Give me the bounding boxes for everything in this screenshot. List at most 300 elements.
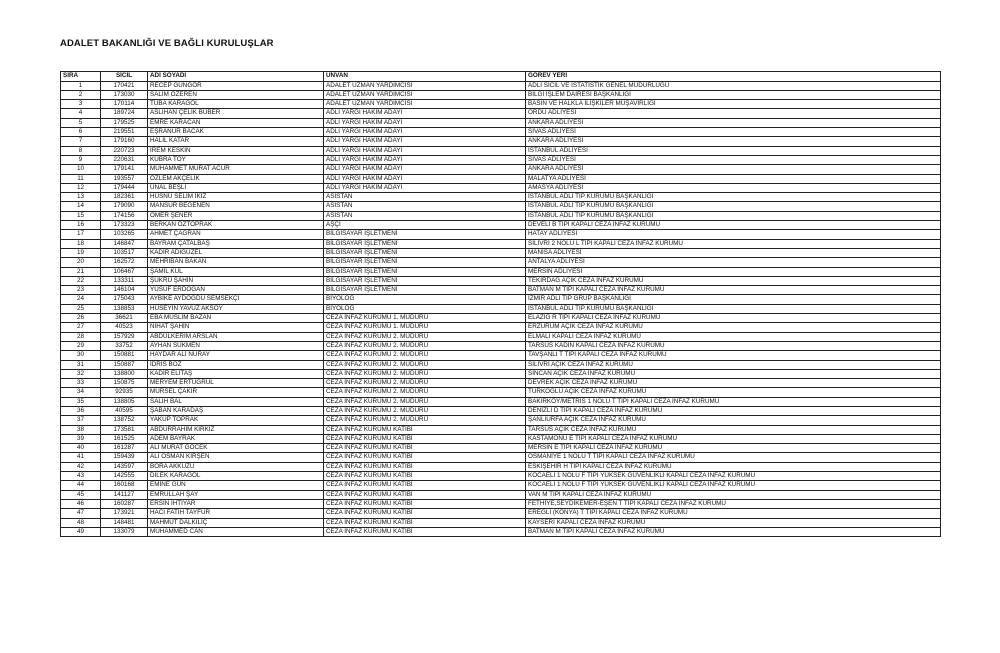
cell-unvan: ASİSTAN: [324, 202, 526, 211]
cell-sira: 34: [61, 388, 101, 397]
cell-adi-soyadi: MUHAMMED CAN: [148, 527, 324, 536]
cell-sira: 33: [61, 379, 101, 388]
cell-adi-soyadi: MAHMUT DALKILIÇ: [148, 518, 324, 527]
cell-unvan: CEZA İNFAZ KURUMU KATİBİ: [324, 518, 526, 527]
cell-sicil: 138853: [101, 304, 148, 313]
table-row: [61, 416, 941, 425]
cell-unvan: ADLİ YARGI HAKİM ADAYI: [324, 146, 526, 155]
table-row: [61, 174, 941, 183]
cell-sicil: 138752: [101, 416, 148, 425]
cell-sicil: 179141: [101, 165, 148, 174]
cell-sira: 21: [61, 267, 101, 276]
table-row: [61, 109, 941, 118]
cell-gorev-yeri: KAYSERİ KAPALI CEZA İNFAZ KURUMU: [526, 518, 941, 527]
table-row: [61, 490, 941, 499]
table-row: [61, 360, 941, 369]
cell-sira: 36: [61, 406, 101, 415]
table-row: [61, 434, 941, 443]
cell-gorev-yeri: TEKİRDAĞ AÇIK CEZA İNFAZ KURUMU: [526, 276, 941, 285]
cell-unvan: BİLGİSAYAR İŞLETMENİ: [324, 267, 526, 276]
cell-sicil: 159439: [101, 453, 148, 462]
cell-adi-soyadi: MANSUR BEĞENEN: [148, 202, 324, 211]
cell-unvan: ADLİ YARGI HAKİM ADAYI: [324, 183, 526, 192]
table-row: [61, 397, 941, 406]
cell-gorev-yeri: SİVAS ADLİYESİ: [526, 128, 941, 137]
table-row: [61, 444, 941, 453]
cell-unvan: ADLİ YARGI HAKİM ADAYI: [324, 174, 526, 183]
cell-adi-soyadi: EŞRANUR BACAK: [148, 128, 324, 137]
cell-adi-soyadi: RECEP GÜNGÖR: [148, 81, 324, 90]
cell-adi-soyadi: BERKAN ÖZTOPRAK: [148, 221, 324, 230]
cell-unvan: BİYOLOG: [324, 295, 526, 304]
cell-sira: 31: [61, 360, 101, 369]
cell-sicil: 179090: [101, 202, 148, 211]
cell-adi-soyadi: MUHAMMET MURAT ACUR: [148, 165, 324, 174]
cell-unvan: CEZA İNFAZ KURUMU 2. MÜDÜRÜ: [324, 332, 526, 341]
cell-gorev-yeri: İSTANBUL ADLİYESİ: [526, 146, 941, 155]
cell-adi-soyadi: DİLEK KARAGÖL: [148, 472, 324, 481]
cell-sicil: 142555: [101, 472, 148, 481]
cell-adi-soyadi: İREM KESKİN: [148, 146, 324, 155]
cell-sira: 41: [61, 453, 101, 462]
table-row: [61, 276, 941, 285]
cell-adi-soyadi: ASLIHAN ÇELİK BÜBER: [148, 109, 324, 118]
cell-adi-soyadi: ŞÜKRÜ ŞAHİN: [148, 276, 324, 285]
cell-unvan: ADLİ YARGI HAKİM ADAYI: [324, 128, 526, 137]
table-row: [61, 351, 941, 360]
table-row: [61, 499, 941, 508]
table-row: [61, 425, 941, 434]
cell-adi-soyadi: KÜBRA TOY: [148, 155, 324, 164]
cell-gorev-yeri: KASTAMONU E TİPİ KAPALI CEZA İNFAZ KURUMU: [526, 434, 941, 443]
table-row: [61, 90, 941, 99]
table-row: [61, 527, 941, 536]
cell-gorev-yeri: TARSUS KADIN KAPALI CEZA İNFAZ KURUMU: [526, 341, 941, 350]
cell-gorev-yeri: OSMANİYE 1 NOLU T TİPİ KAPALI CEZA İNFAZ KURUMU: [526, 453, 941, 462]
cell-sicil: 160287: [101, 499, 148, 508]
cell-sira: 25: [61, 304, 101, 313]
cell-sicil: 146847: [101, 239, 148, 248]
cell-adi-soyadi: HALİL KATAR: [148, 137, 324, 146]
cell-sicil: 146104: [101, 286, 148, 295]
cell-unvan: BİLGİSAYAR İŞLETMENİ: [324, 248, 526, 257]
cell-gorev-yeri: HATAY ADLİYESİ: [526, 230, 941, 239]
cell-sira: 46: [61, 499, 101, 508]
cell-gorev-yeri: ANTALYA ADLİYESİ: [526, 258, 941, 267]
cell-sira: 5: [61, 118, 101, 127]
cell-unvan: BİLGİSAYAR İŞLETMENİ: [324, 276, 526, 285]
cell-sira: 17: [61, 230, 101, 239]
cell-sira: 18: [61, 239, 101, 248]
table-row: [61, 211, 941, 220]
cell-unvan: CEZA İNFAZ KURUMU KATİBİ: [324, 462, 526, 471]
cell-sira: 1: [61, 81, 101, 90]
cell-gorev-yeri: VAN M TİPİ KAPALI CEZA İNFAZ KURUMU: [526, 490, 941, 499]
table-row: [61, 286, 941, 295]
cell-sira: 32: [61, 369, 101, 378]
cell-sicil: 148481: [101, 518, 148, 527]
cell-sicil: 133311: [101, 276, 148, 285]
cell-gorev-yeri: TAVŞANLI T TİPİ KAPALI CEZA İNFAZ KURUMU: [526, 351, 941, 360]
cell-adi-soyadi: ALİ MURAT GÖCEK: [148, 444, 324, 453]
cell-adi-soyadi: BORA AKKUZU: [148, 462, 324, 471]
cell-gorev-yeri: MERSİN ADLİYESİ: [526, 267, 941, 276]
cell-sicil: 141127: [101, 490, 148, 499]
cell-sira: 43: [61, 472, 101, 481]
cell-gorev-yeri: ŞANLIURFA AÇIK CEZA İNFAZ KURUMU: [526, 416, 941, 425]
cell-sira: 42: [61, 462, 101, 471]
cell-adi-soyadi: İDRİS BOZ: [148, 360, 324, 369]
cell-sira: 24: [61, 295, 101, 304]
table-row: [61, 137, 941, 146]
cell-unvan: CEZA İNFAZ KURUMU 2. MÜDÜRÜ: [324, 369, 526, 378]
table-row: [61, 81, 941, 90]
cell-sicil: 138800: [101, 369, 148, 378]
document-title: ADALET BAKANLIĞI VE BAĞLI KURULUŞLAR: [60, 38, 274, 49]
table-body: [61, 81, 941, 537]
cell-unvan: ADALET UZMAN YARDIMCISI: [324, 90, 526, 99]
header-gorev-yeri: GÖREV YERİ: [526, 72, 941, 82]
table-row: [61, 128, 941, 137]
cell-sicil: 143597: [101, 462, 148, 471]
cell-sicil: 170114: [101, 100, 148, 109]
header-adi-soyadi: ADI SOYADI: [148, 72, 324, 82]
cell-gorev-yeri: MERSİN E TİPİ KAPALI CEZA İNFAZ KURUMU: [526, 444, 941, 453]
cell-gorev-yeri: BATMAN M TİPİ KAPALI CEZA İNFAZ KURUMU: [526, 527, 941, 536]
cell-unvan: CEZA İNFAZ KURUMU KATİBİ: [324, 472, 526, 481]
cell-sicil: 106467: [101, 267, 148, 276]
cell-unvan: CEZA İNFAZ KURUMU 1. MÜDÜRÜ: [324, 314, 526, 323]
cell-sicil: 220631: [101, 155, 148, 164]
cell-sicil: 157929: [101, 332, 148, 341]
table-row: [61, 472, 941, 481]
cell-sira: 2: [61, 90, 101, 99]
cell-gorev-yeri: KOCAELİ 1 NOLU F TİPİ YÜKSEK GÜVENLİKLİ KAPALI CEZA İNFAZ KURUMU: [526, 481, 941, 490]
cell-unvan: CEZA İNFAZ KURUMU 2. MÜDÜRÜ: [324, 341, 526, 350]
cell-adi-soyadi: ABDURRAHİM KIRKIZ: [148, 425, 324, 434]
header-unvan: UNVAN: [324, 72, 526, 82]
cell-sicil: 162572: [101, 258, 148, 267]
cell-sicil: 133079: [101, 527, 148, 536]
cell-gorev-yeri: EREĞLİ (KONYA) T TİPİ KAPALI CEZA İNFAZ KURUMU: [526, 509, 941, 518]
table-row: [61, 155, 941, 164]
cell-adi-soyadi: ERSİN İHTİYAR: [148, 499, 324, 508]
cell-adi-soyadi: YAKUP TOPRAK: [148, 416, 324, 425]
cell-gorev-yeri: DEVELİ B TİPİ KAPALI CEZA İNFAZ KURUMU: [526, 221, 941, 230]
cell-adi-soyadi: EMRULLAH ŞAY: [148, 490, 324, 499]
cell-unvan: CEZA İNFAZ KURUMU KATİBİ: [324, 499, 526, 508]
cell-sira: 19: [61, 248, 101, 257]
cell-unvan: BİLGİSAYAR İŞLETMENİ: [324, 258, 526, 267]
cell-unvan: CEZA İNFAZ KURUMU KATİBİ: [324, 490, 526, 499]
table-row: [61, 165, 941, 174]
cell-sicil: 33752: [101, 341, 148, 350]
cell-gorev-yeri: BİLGİ İŞLEM DAİRESİ BAŞKANLIĞI: [526, 90, 941, 99]
cell-adi-soyadi: AHMET ÇAĞRAN: [148, 230, 324, 239]
table-row: [61, 388, 941, 397]
cell-gorev-yeri: İSTANBUL ADLİ TIP KURUMU BAŞKANLIĞI: [526, 193, 941, 202]
cell-gorev-yeri: BATMAN M TİPİ KAPALI CEZA İNFAZ KURUMU: [526, 286, 941, 295]
cell-gorev-yeri: KOCAELİ 1 NOLU F TİPİ YÜKSEK GÜVENLİKLİ KAPALI CEZA İNFAZ KURUMU: [526, 472, 941, 481]
cell-gorev-yeri: ANKARA ADLİYESİ: [526, 118, 941, 127]
cell-sicil: 179160: [101, 137, 148, 146]
cell-adi-soyadi: ŞABAN KARADAŞ: [148, 406, 324, 415]
cell-adi-soyadi: YUSUF ERDOĞAN: [148, 286, 324, 295]
table-row: [61, 314, 941, 323]
cell-sira: 44: [61, 481, 101, 490]
table-row: [61, 332, 941, 341]
cell-gorev-yeri: SİNCAN AÇIK CEZA İNFAZ KURUMU: [526, 369, 941, 378]
cell-sira: 22: [61, 276, 101, 285]
cell-sicil: 160168: [101, 481, 148, 490]
cell-sicil: 40595: [101, 406, 148, 415]
cell-unvan: ADLİ YARGI HAKİM ADAYI: [324, 155, 526, 164]
table-row: [61, 230, 941, 239]
cell-sira: 49: [61, 527, 101, 536]
header-sira: SIRA: [61, 72, 101, 82]
cell-adi-soyadi: HAYDAR ALİ NURAY: [148, 351, 324, 360]
table-row: [61, 369, 941, 378]
cell-unvan: ADALET UZMAN YARDIMCISI: [324, 81, 526, 90]
cell-sira: 39: [61, 434, 101, 443]
cell-sira: 47: [61, 509, 101, 518]
cell-sicil: 173323: [101, 221, 148, 230]
cell-sira: 9: [61, 155, 101, 164]
cell-gorev-yeri: ESKİŞEHİR H TİPİ KAPALI CEZA İNFAZ KURUMU: [526, 462, 941, 471]
cell-sira: 6: [61, 128, 101, 137]
cell-sicil: 179444: [101, 183, 148, 192]
cell-unvan: ADALET UZMAN YARDIMCISI: [324, 100, 526, 109]
cell-sicil: 193557: [101, 174, 148, 183]
cell-unvan: ASİSTAN: [324, 211, 526, 220]
cell-adi-soyadi: ADEM BAYRAK: [148, 434, 324, 443]
table-row: [61, 453, 941, 462]
cell-sicil: 220723: [101, 146, 148, 155]
cell-gorev-yeri: BASIN VE HALKLA İLİŞKİLER MÜŞAVİRLİĞİ: [526, 100, 941, 109]
table-row: [61, 406, 941, 415]
cell-adi-soyadi: AYHAN SÜKMEN: [148, 341, 324, 350]
cell-sira: 40: [61, 444, 101, 453]
cell-unvan: ADLİ YARGI HAKİM ADAYI: [324, 118, 526, 127]
table-row: [61, 248, 941, 257]
cell-unvan: CEZA İNFAZ KURUMU 2. MÜDÜRÜ: [324, 360, 526, 369]
cell-sira: 29: [61, 341, 101, 350]
cell-sicil: 173921: [101, 509, 148, 518]
personnel-table: [60, 71, 941, 537]
table-row: [61, 518, 941, 527]
cell-sicil: 150881: [101, 351, 148, 360]
cell-unvan: BİLGİSAYAR İŞLETMENİ: [324, 239, 526, 248]
cell-sira: 3: [61, 100, 101, 109]
table-row: [61, 462, 941, 471]
cell-adi-soyadi: BAYRAM ÇATALBAŞ: [148, 239, 324, 248]
cell-sira: 11: [61, 174, 101, 183]
table-row: [61, 509, 941, 518]
cell-unvan: ADLİ YARGI HAKİM ADAYI: [324, 165, 526, 174]
table-row: [61, 239, 941, 248]
cell-unvan: CEZA İNFAZ KURUMU KATİBİ: [324, 434, 526, 443]
table-row: [61, 193, 941, 202]
cell-gorev-yeri: ANKARA ADLİYESİ: [526, 137, 941, 146]
cell-sicil: 103517: [101, 248, 148, 257]
cell-adi-soyadi: SALİM ÖZEREN: [148, 90, 324, 99]
cell-sira: 14: [61, 202, 101, 211]
cell-gorev-yeri: DENİZLİ D TİPİ KAPALI CEZA İNFAZ KURUMU: [526, 406, 941, 415]
cell-sira: 48: [61, 518, 101, 527]
cell-gorev-yeri: AMASYA ADLİYESİ: [526, 183, 941, 192]
cell-sira: 10: [61, 165, 101, 174]
cell-unvan: CEZA İNFAZ KURUMU 2. MÜDÜRÜ: [324, 351, 526, 360]
cell-sira: 20: [61, 258, 101, 267]
cell-gorev-yeri: MANİSA ADLİYESİ: [526, 248, 941, 257]
cell-gorev-yeri: DEVREK AÇIK CEZA İNFAZ KURUMU: [526, 379, 941, 388]
cell-sira: 45: [61, 490, 101, 499]
cell-adi-soyadi: EBA MÜSLİM BAZAN: [148, 314, 324, 323]
cell-gorev-yeri: SİVAS ADLİYESİ: [526, 155, 941, 164]
cell-adi-soyadi: KADİR ELİTAŞ: [148, 369, 324, 378]
table-row: [61, 379, 941, 388]
cell-adi-soyadi: ÖMER ŞENER: [148, 211, 324, 220]
cell-gorev-yeri: FETHİYE,SEYDİKEMER-EŞEN T TİPİ KAPALI CEZA İNFAZ KURUMU: [526, 499, 941, 508]
cell-adi-soyadi: MEHRİBAN BAKAN: [148, 258, 324, 267]
cell-sira: 16: [61, 221, 101, 230]
cell-gorev-yeri: ADLİ SİCİL VE İSTATİSTİK GENEL MÜDÜRLÜĞÜ: [526, 81, 941, 90]
cell-unvan: BİLGİSAYAR İŞLETMENİ: [324, 286, 526, 295]
cell-unvan: BİYOLOG: [324, 304, 526, 313]
cell-sira: 27: [61, 323, 101, 332]
table-row: [61, 295, 941, 304]
cell-unvan: CEZA İNFAZ KURUMU 2. MÜDÜRÜ: [324, 416, 526, 425]
cell-unvan: ADLİ YARGI HAKİM ADAYI: [324, 109, 526, 118]
cell-sira: 23: [61, 286, 101, 295]
cell-unvan: CEZA İNFAZ KURUMU KATİBİ: [324, 453, 526, 462]
cell-sira: 8: [61, 146, 101, 155]
cell-sicil: 161287: [101, 444, 148, 453]
cell-sicil: 161525: [101, 434, 148, 443]
cell-adi-soyadi: HÜSEYİN YAVUZ AKSOY: [148, 304, 324, 313]
cell-sicil: 138805: [101, 397, 148, 406]
cell-sira: 35: [61, 397, 101, 406]
cell-sicil: 173030: [101, 90, 148, 99]
table-row: [61, 341, 941, 350]
cell-adi-soyadi: MÜRSEL ÇAKIR: [148, 388, 324, 397]
cell-unvan: AŞÇI: [324, 221, 526, 230]
cell-sicil: 36621: [101, 314, 148, 323]
cell-sicil: 150887: [101, 360, 148, 369]
cell-adi-soyadi: ABDÜLKERİM ARSLAN: [148, 332, 324, 341]
cell-sicil: 40523: [101, 323, 148, 332]
table-row: [61, 258, 941, 267]
cell-adi-soyadi: MERYEM ERTUĞRUL: [148, 379, 324, 388]
cell-sicil: 92935: [101, 388, 148, 397]
cell-sira: 4: [61, 109, 101, 118]
table-row: [61, 202, 941, 211]
cell-gorev-yeri: TÜRKOĞLU AÇIK CEZA İNFAZ KURUMU: [526, 388, 941, 397]
cell-gorev-yeri: ELAZIĞ R TİPİ KAPALI CEZA İNFAZ KURUMU: [526, 314, 941, 323]
cell-gorev-yeri: İZMİR ADLİ TIP GRUP BAŞKANLIĞI: [526, 295, 941, 304]
cell-unvan: CEZA İNFAZ KURUMU 1. MÜDÜRÜ: [324, 323, 526, 332]
cell-gorev-yeri: İSTANBUL ADLİ TIP KURUMU BAŞKANLIĞI: [526, 202, 941, 211]
table-row: [61, 481, 941, 490]
cell-sira: 7: [61, 137, 101, 146]
table-row: [61, 146, 941, 155]
cell-unvan: BİLGİSAYAR İŞLETMENİ: [324, 230, 526, 239]
cell-sira: 30: [61, 351, 101, 360]
cell-unvan: ADLİ YARGI HAKİM ADAYI: [324, 137, 526, 146]
cell-sicil: 219551: [101, 128, 148, 137]
cell-gorev-yeri: MALATYA ADLİYESİ: [526, 174, 941, 183]
cell-sicil: 174156: [101, 211, 148, 220]
cell-sira: 12: [61, 183, 101, 192]
cell-adi-soyadi: HÜSNÜ SELİM İKİZ: [148, 193, 324, 202]
cell-adi-soyadi: TUBA KARAGÖL: [148, 100, 324, 109]
cell-adi-soyadi: ALİ OSMAN KİRŞEN: [148, 453, 324, 462]
cell-adi-soyadi: SALİH BAL: [148, 397, 324, 406]
table-row: [61, 221, 941, 230]
cell-sira: 26: [61, 314, 101, 323]
cell-adi-soyadi: ÜNAL BEŞLİ: [148, 183, 324, 192]
cell-gorev-yeri: SİLİVRİ AÇIK CEZA İNFAZ KURUMU: [526, 360, 941, 369]
cell-sicil: 103265: [101, 230, 148, 239]
cell-gorev-yeri: TARSUS AÇIK CEZA İNFAZ KURUMU: [526, 425, 941, 434]
cell-unvan: CEZA İNFAZ KURUMU KATİBİ: [324, 425, 526, 434]
cell-gorev-yeri: İSTANBUL ADLİ TIP KURUMU BAŞKANLIĞI: [526, 211, 941, 220]
cell-unvan: CEZA İNFAZ KURUMU KATİBİ: [324, 444, 526, 453]
cell-unvan: CEZA İNFAZ KURUMU 2. MÜDÜRÜ: [324, 379, 526, 388]
cell-unvan: CEZA İNFAZ KURUMU 2. MÜDÜRÜ: [324, 388, 526, 397]
table-row: [61, 100, 941, 109]
cell-sicil: 189724: [101, 109, 148, 118]
table-row: [61, 183, 941, 192]
cell-gorev-yeri: İSTANBUL ADLİ TIP KURUMU BAŞKANLIĞI: [526, 304, 941, 313]
cell-sicil: 170421: [101, 81, 148, 90]
table-header-row: [61, 72, 941, 82]
cell-unvan: CEZA İNFAZ KURUMU 2. MÜDÜRÜ: [324, 397, 526, 406]
cell-adi-soyadi: EMRE KARACAN: [148, 118, 324, 127]
cell-sicil: 182361: [101, 193, 148, 202]
cell-sira: 28: [61, 332, 101, 341]
table-row: [61, 267, 941, 276]
cell-gorev-yeri: BAKIRKÖY/METRİS 1 NOLU T TİPİ KAPALI CEZA İNFAZ KURUMU: [526, 397, 941, 406]
cell-sira: 15: [61, 211, 101, 220]
cell-unvan: ASİSTAN: [324, 193, 526, 202]
cell-sicil: 150875: [101, 379, 148, 388]
cell-adi-soyadi: AYBİKE AYDOĞDU SEMSEKÇİ: [148, 295, 324, 304]
cell-sira: 38: [61, 425, 101, 434]
cell-gorev-yeri: SİLİVRİ 2 NOLU L TİPİ KAPALI CEZA İNFAZ KURUMU: [526, 239, 941, 248]
cell-unvan: CEZA İNFAZ KURUMU KATİBİ: [324, 527, 526, 536]
cell-gorev-yeri: ERZURUM AÇIK CEZA İNFAZ KURUMU: [526, 323, 941, 332]
cell-adi-soyadi: EMİNE GÜN: [148, 481, 324, 490]
cell-sicil: 173581: [101, 425, 148, 434]
table-row: [61, 118, 941, 127]
cell-adi-soyadi: KADİR ADIGÜZEL: [148, 248, 324, 257]
cell-unvan: CEZA İNFAZ KURUMU KATİBİ: [324, 481, 526, 490]
header-sicil: SİCİL: [101, 72, 148, 82]
cell-unvan: CEZA İNFAZ KURUMU 2. MÜDÜRÜ: [324, 406, 526, 415]
table-row: [61, 323, 941, 332]
cell-adi-soyadi: ÖZLEM AKÇELİK: [148, 174, 324, 183]
cell-sicil: 179525: [101, 118, 148, 127]
table-row: [61, 304, 941, 313]
cell-unvan: CEZA İNFAZ KURUMU KATİBİ: [324, 509, 526, 518]
cell-sira: 37: [61, 416, 101, 425]
cell-adi-soyadi: HACI FATİH TAYFUR: [148, 509, 324, 518]
cell-gorev-yeri: ORDU ADLİYESİ: [526, 109, 941, 118]
cell-adi-soyadi: NİHAT ŞAHİN: [148, 323, 324, 332]
cell-sira: 13: [61, 193, 101, 202]
cell-sicil: 175043: [101, 295, 148, 304]
